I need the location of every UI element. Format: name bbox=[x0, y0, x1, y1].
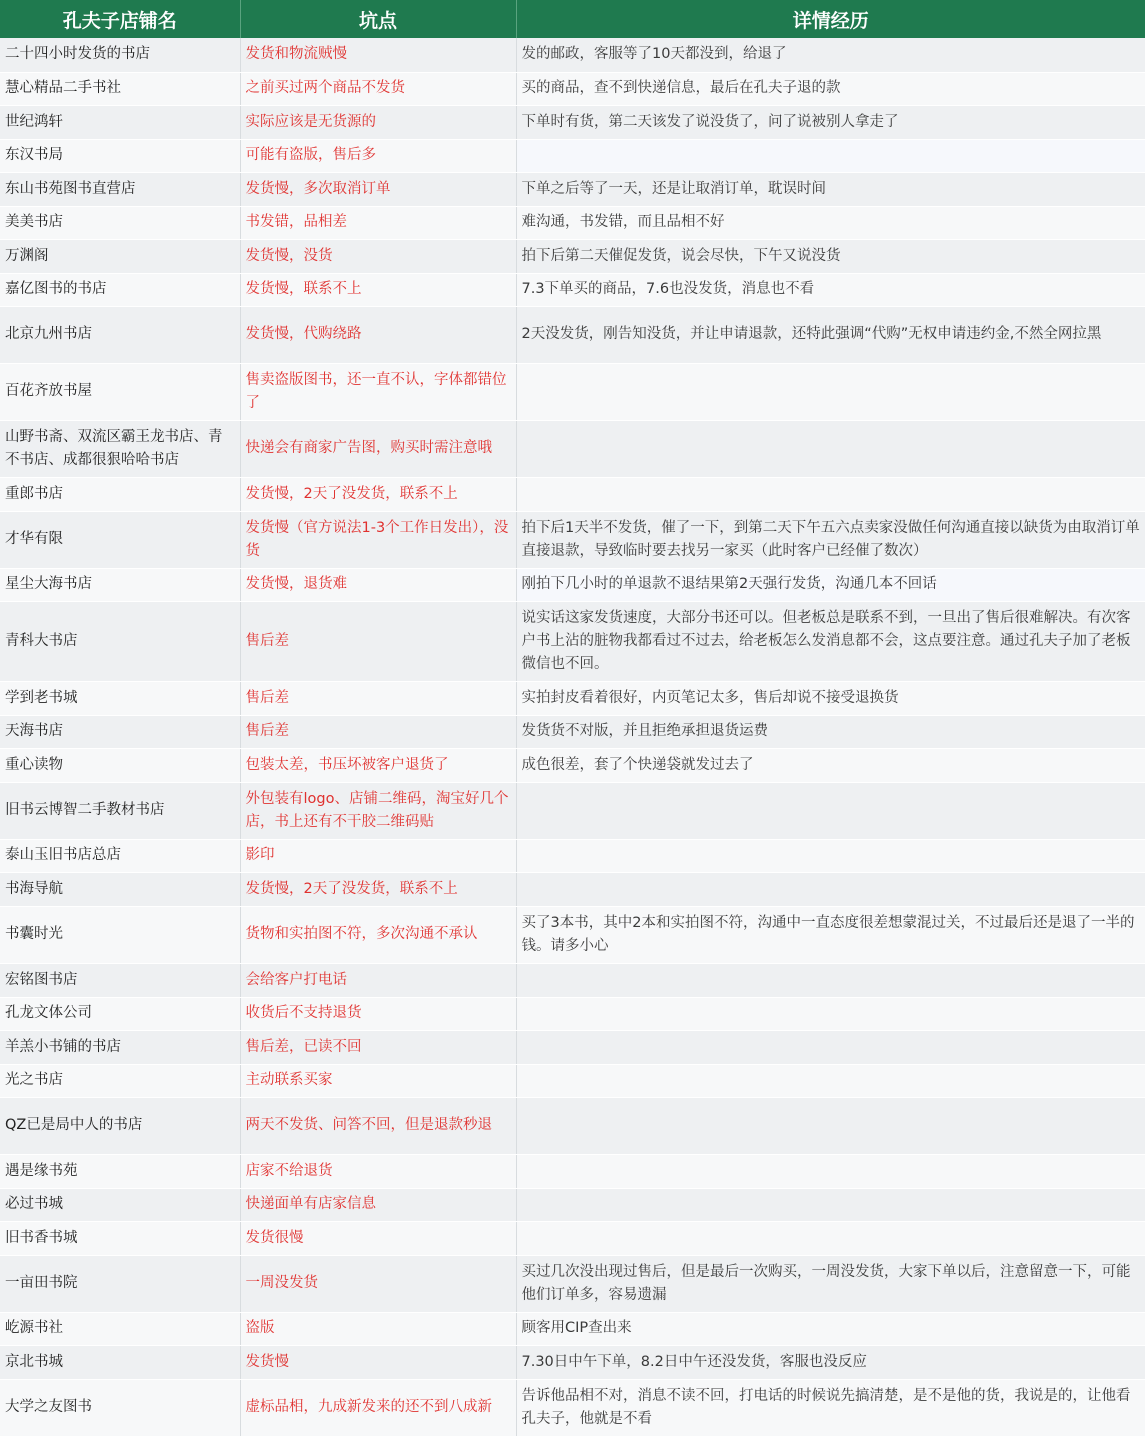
issue-cell: 售卖盗版图书，还一直不认，字体都错位了 bbox=[240, 363, 516, 420]
header-issue: 坑点 bbox=[240, 0, 516, 38]
table-row bbox=[0, 420, 1145, 477]
issue-cell: 货物和实拍图不符，多次沟通不承认 bbox=[240, 906, 516, 963]
table-row bbox=[0, 273, 1145, 306]
shop-name-cell: 书海导航 bbox=[0, 872, 240, 906]
shop-name-cell: 万渊阁 bbox=[0, 239, 240, 273]
detail-cell: 7.3下单买的商品，7.6也没发货，消息也不看 bbox=[516, 273, 1145, 306]
issue-cell: 影印 bbox=[240, 839, 516, 872]
detail-cell: 发货货不对版，并且拒绝承担退货运费 bbox=[516, 715, 1145, 748]
shop-name-cell: 天海书店 bbox=[0, 715, 240, 748]
shop-name-cell: 才华有限 bbox=[0, 511, 240, 568]
detail-cell bbox=[516, 782, 1145, 839]
table-row bbox=[0, 872, 1145, 906]
table-row bbox=[0, 172, 1145, 206]
shop-name-cell: 百花齐放书屋 bbox=[0, 363, 240, 420]
detail-cell: 下单时有货，第二天该发了说没货了，问了说被别人拿走了 bbox=[516, 105, 1145, 139]
table-row bbox=[0, 139, 1145, 172]
issue-cell: 包装太差，书压坏被客户退货了 bbox=[240, 748, 516, 782]
issue-cell: 主动联系买家 bbox=[240, 1064, 516, 1097]
table-row bbox=[0, 1221, 1145, 1255]
shop-name-cell: 慧心精品二手书社 bbox=[0, 72, 240, 105]
issue-cell: 售后差 bbox=[240, 681, 516, 715]
shop-name-cell: 泰山玉旧书店总店 bbox=[0, 839, 240, 872]
shop-name-cell: 美美书店 bbox=[0, 206, 240, 239]
detail-cell bbox=[516, 872, 1145, 906]
shop-name-cell: 旧书云博智二手教材书店 bbox=[0, 782, 240, 839]
header-shop-name: 孔夫子店铺名 bbox=[0, 0, 240, 38]
table-row bbox=[0, 963, 1145, 997]
table-row bbox=[0, 72, 1145, 105]
detail-cell: 2天没发货，刚告知没货，并让申请退款，还特此强调“代购”无权申请违约金,不然全网拉黑 bbox=[516, 306, 1145, 363]
shop-name-cell: 大学之友图书 bbox=[0, 1379, 240, 1436]
shop-name-cell: 北京九州书店 bbox=[0, 306, 240, 363]
table-row bbox=[0, 38, 1145, 72]
table-row bbox=[0, 568, 1145, 601]
shop-name-cell: 东汉书局 bbox=[0, 139, 240, 172]
issue-cell: 两天不发货、问答不回，但是退款秒退 bbox=[240, 1097, 516, 1154]
table-row bbox=[0, 997, 1145, 1030]
detail-cell bbox=[516, 963, 1145, 997]
shop-name-cell: 一亩田书院 bbox=[0, 1255, 240, 1312]
shop-name-cell: 学到老书城 bbox=[0, 681, 240, 715]
detail-cell bbox=[516, 1030, 1145, 1064]
issue-cell: 虚标品相，九成新发来的还不到八成新 bbox=[240, 1379, 516, 1436]
issue-cell: 发货慢，代购绕路 bbox=[240, 306, 516, 363]
shop-name-cell: 山野书斋、双流区霸王龙书店、青不书店、成都很狠哈哈书店 bbox=[0, 420, 240, 477]
shop-name-cell: 遇是缘书苑 bbox=[0, 1154, 240, 1188]
table-row bbox=[0, 782, 1145, 839]
issue-cell: 之前买过两个商品不发货 bbox=[240, 72, 516, 105]
issue-cell: 售后差 bbox=[240, 715, 516, 748]
shop-name-cell: 世纪鸿轩 bbox=[0, 105, 240, 139]
shop-name-cell: 嘉亿图书的书店 bbox=[0, 273, 240, 306]
detail-cell bbox=[516, 1188, 1145, 1221]
shop-name-cell: 东山书苑图书直营店 bbox=[0, 172, 240, 206]
issue-cell: 发货慢，联系不上 bbox=[240, 273, 516, 306]
shop-name-cell: 二十四小时发货的书店 bbox=[0, 38, 240, 72]
detail-cell: 拍下后1天半不发货，催了一下，到第二天下午五六点卖家没做任何沟通直接以缺货为由取消订单直接退款，导致临时要去找另一家买（此时客户已经催了数次） bbox=[516, 511, 1145, 568]
issue-cell: 实际应该是无货源的 bbox=[240, 105, 516, 139]
table-row bbox=[0, 1064, 1145, 1097]
shop-name-cell: 重心读物 bbox=[0, 748, 240, 782]
shop-name-cell: 羊羔小书铺的书店 bbox=[0, 1030, 240, 1064]
table-row bbox=[0, 477, 1145, 511]
detail-cell: 成色很差，套了个快递袋就发过去了 bbox=[516, 748, 1145, 782]
shop-name-cell: 书囊时光 bbox=[0, 906, 240, 963]
issue-cell: 发货慢，2天了没发货，联系不上 bbox=[240, 477, 516, 511]
issue-cell: 快递面单有店家信息 bbox=[240, 1188, 516, 1221]
shop-name-cell: 屹源书社 bbox=[0, 1312, 240, 1345]
table-row bbox=[0, 105, 1145, 139]
detail-cell bbox=[516, 1154, 1145, 1188]
table-row bbox=[0, 681, 1145, 715]
shop-name-cell: 旧书香书城 bbox=[0, 1221, 240, 1255]
issue-cell: 发货慢，没货 bbox=[240, 239, 516, 273]
table-row bbox=[0, 306, 1145, 363]
detail-cell bbox=[516, 1097, 1145, 1154]
table-row bbox=[0, 601, 1145, 681]
table-row bbox=[0, 1379, 1145, 1436]
table-row bbox=[0, 839, 1145, 872]
detail-cell: 实拍封皮看着很好，内页笔记太多，售后却说不接受退换货 bbox=[516, 681, 1145, 715]
detail-cell: 说实话这家发货速度，大部分书还可以。但老板总是联系不到，一旦出了售后很难解决。有次客户书上沾的脏物我都看过不过去，给老板怎么发消息都不会，这点要注意。通过孔夫子加了老板微信也不回。 bbox=[516, 601, 1145, 681]
shop-name-cell: 重郎书店 bbox=[0, 477, 240, 511]
issue-cell: 店家不给退货 bbox=[240, 1154, 516, 1188]
issue-cell: 会给客户打电话 bbox=[240, 963, 516, 997]
shop-name-cell: 京北书城 bbox=[0, 1345, 240, 1379]
issue-cell: 发货慢（官方说法1-3个工作日发出），没货 bbox=[240, 511, 516, 568]
detail-cell: 刚拍下几小时的单退款不退结果第2天强行发货，沟通几本不回话 bbox=[516, 568, 1145, 601]
table-row bbox=[0, 1154, 1145, 1188]
shop-name-cell: 光之书店 bbox=[0, 1064, 240, 1097]
detail-cell: 买过几次没出现过售后，但是最后一次购买，一周没发货，大家下单以后，注意留意一下，可能他们订单多，容易遗漏 bbox=[516, 1255, 1145, 1312]
detail-cell: 顾客用CIP查出来 bbox=[516, 1312, 1145, 1345]
table-row bbox=[0, 1255, 1145, 1312]
table-row bbox=[0, 1097, 1145, 1154]
issue-cell: 一周没发货 bbox=[240, 1255, 516, 1312]
detail-cell bbox=[516, 420, 1145, 477]
detail-cell: 买了3本书，其中2本和实拍图不符，沟通中一直态度很差想蒙混过关，不过最后还是退了一半的钱。请多小心 bbox=[516, 906, 1145, 963]
issue-cell: 外包装有logo、店铺二维码，淘宝好几个店，书上还有不干胶二维码贴 bbox=[240, 782, 516, 839]
issue-cell: 发货慢，多次取消订单 bbox=[240, 172, 516, 206]
table-header-row bbox=[0, 0, 1145, 38]
issue-cell: 售后差，已读不回 bbox=[240, 1030, 516, 1064]
detail-cell: 告诉他品相不对，消息不读不回，打电话的时候说先搞清楚，是不是他的货，我说是的，让他看孔夫子，他就是不看 bbox=[516, 1379, 1145, 1436]
issue-cell: 发货慢，2天了没发货，联系不上 bbox=[240, 872, 516, 906]
table-row bbox=[0, 511, 1145, 568]
detail-cell bbox=[516, 839, 1145, 872]
issue-cell: 可能有盗版，售后多 bbox=[240, 139, 516, 172]
table-row bbox=[0, 1312, 1145, 1345]
detail-cell bbox=[516, 1221, 1145, 1255]
detail-cell bbox=[516, 997, 1145, 1030]
issue-cell: 售后差 bbox=[240, 601, 516, 681]
detail-cell: 下单之后等了一天，还是让取消订单，耽误时间 bbox=[516, 172, 1145, 206]
issue-cell: 书发错，品相差 bbox=[240, 206, 516, 239]
table-row bbox=[0, 748, 1145, 782]
shop-name-cell: 星尘大海书店 bbox=[0, 568, 240, 601]
shop-name-cell: 必过书城 bbox=[0, 1188, 240, 1221]
detail-cell bbox=[516, 1064, 1145, 1097]
shop-name-cell: QZ已是局中人的书店 bbox=[0, 1097, 240, 1154]
shop-name-cell: 孔龙文体公司 bbox=[0, 997, 240, 1030]
detail-cell: 难沟通，书发错，而且品相不好 bbox=[516, 206, 1145, 239]
table-row bbox=[0, 206, 1145, 239]
shop-name-cell: 宏铭图书店 bbox=[0, 963, 240, 997]
issue-cell: 发货很慢 bbox=[240, 1221, 516, 1255]
issue-cell: 盗版 bbox=[240, 1312, 516, 1345]
detail-cell: 拍下后第二天催促发货，说会尽快，下午又说没货 bbox=[516, 239, 1145, 273]
table-row bbox=[0, 906, 1145, 963]
issue-cell: 发货慢，退货难 bbox=[240, 568, 516, 601]
table-body bbox=[0, 38, 1145, 1436]
table-row bbox=[0, 1345, 1145, 1379]
detail-cell bbox=[516, 363, 1145, 420]
detail-cell bbox=[516, 139, 1145, 172]
detail-cell: 7.30日中午下单，8.2日中午还没发货，客服也没反应 bbox=[516, 1345, 1145, 1379]
table-row bbox=[0, 363, 1145, 420]
issue-cell: 发货慢 bbox=[240, 1345, 516, 1379]
issue-cell: 收货后不支持退货 bbox=[240, 997, 516, 1030]
issue-cell: 发货和物流贼慢 bbox=[240, 38, 516, 72]
detail-cell: 买的商品，查不到快递信息，最后在孔夫子退的款 bbox=[516, 72, 1145, 105]
issue-cell: 快递会有商家广告图，购买时需注意哦 bbox=[240, 420, 516, 477]
shop-name-cell: 青科大书店 bbox=[0, 601, 240, 681]
table-row bbox=[0, 1188, 1145, 1221]
table-row bbox=[0, 715, 1145, 748]
detail-cell bbox=[516, 477, 1145, 511]
header-detail: 详情经历 bbox=[516, 0, 1145, 38]
table-row bbox=[0, 239, 1145, 273]
table-row bbox=[0, 1030, 1145, 1064]
detail-cell: 发的邮政，客服等了10天都没到，给退了 bbox=[516, 38, 1145, 72]
